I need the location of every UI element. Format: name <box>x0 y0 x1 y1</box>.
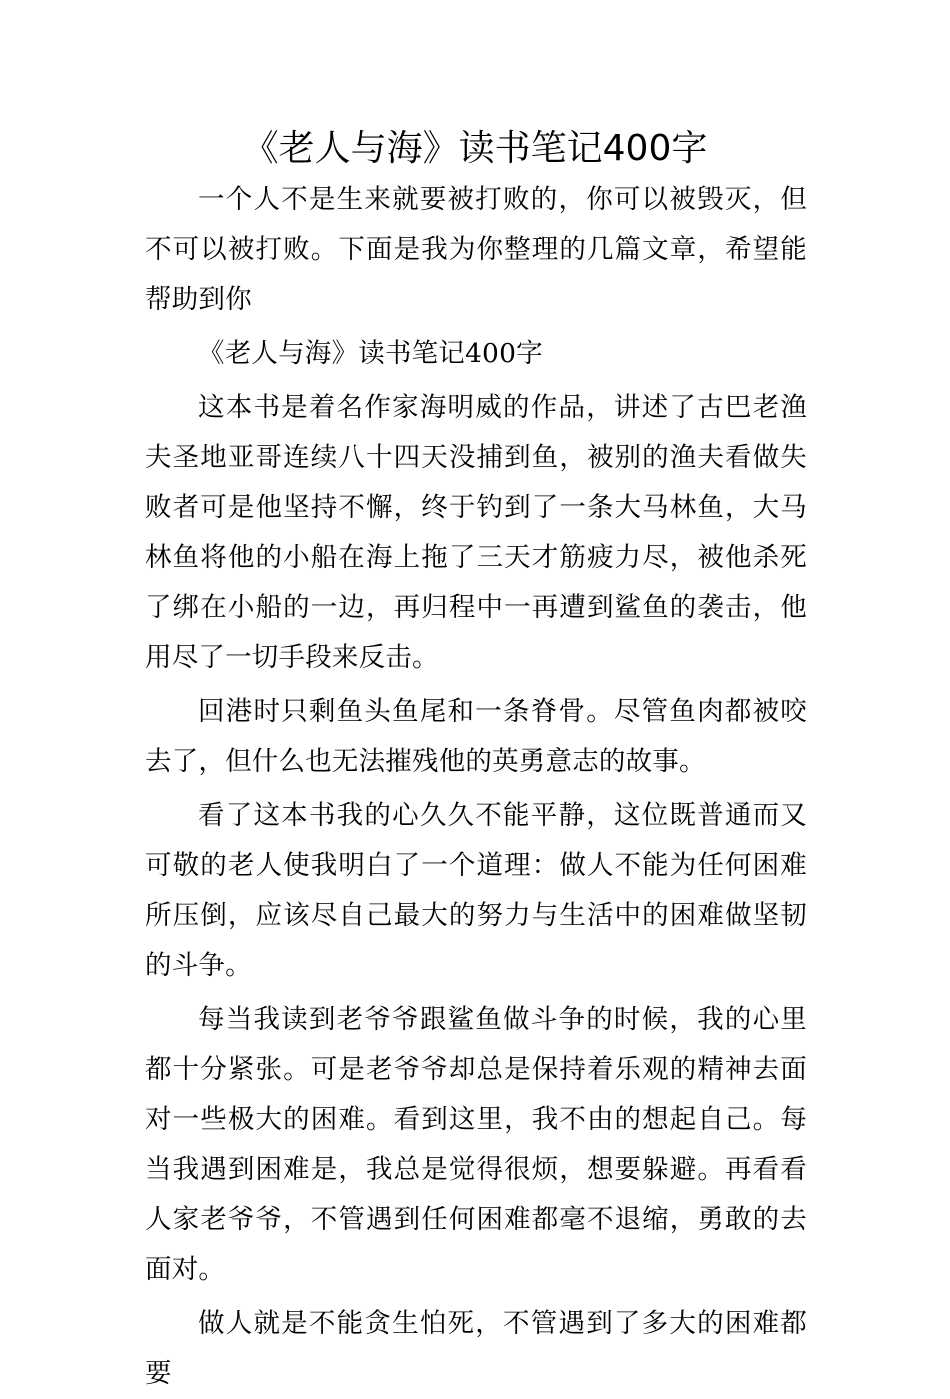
paragraph-intro: 一个人不是生来就要被打败的，你可以被毁灭，但不可以被打败。下面是我为你整理的几篇文章，希望能帮助到你 <box>145 184 807 315</box>
paragraph-subtitle: 《老人与海》读书笔记400字 <box>198 338 543 369</box>
paragraph-struggle: 每当我读到老爷爷跟鲨鱼做斗争的时候，我的心里都十分紧张。可是老爷爷却总是保持着乐观的精神去面对一些极大的困难。看到这里，我不由的想起自己。每当我遇到困难是，我总是觉得很烦，想要躲避。再看看人家老爷爷，不管遇到任何困难都毫不退缩，勇敢的去面对。 <box>145 1004 807 1285</box>
paragraph-return: 回港时只剩鱼头鱼尾和一条脊骨。尽管鱼肉都被咬去了，但什么也无法摧残他的英勇意志的故事。 <box>145 696 807 777</box>
paragraph-conclusion: 做人就是不能贪生怕死，不管遇到了多大的困难都要 <box>145 1308 807 1389</box>
paragraph-summary: 这本书是着名作家海明威的作品，讲述了古巴老渔夫圣地亚哥连续八十四天没捕到鱼，被别的渔夫看做失败者可是他坚持不懈，终于钓到了一条大马林鱼，大马林鱼将他的小船在海上拖了三天才筋疲力尽，被他杀死了绑在小船的一边，再归程中一再遭到鲨鱼的袭击，他用尽了一切手段来反击。 <box>145 392 807 673</box>
paragraph-reflection: 看了这本书我的心久久不能平静，这位既普通而又可敬的老人使我明白了一个道理：做人不能为任何困难所压倒，应该尽自己最大的努力与生活中的困难做坚韧的斗争。 <box>145 800 807 981</box>
document-body <box>145 175 807 1399</box>
document-title: 《老人与海》读书笔记400字 <box>242 128 708 169</box>
